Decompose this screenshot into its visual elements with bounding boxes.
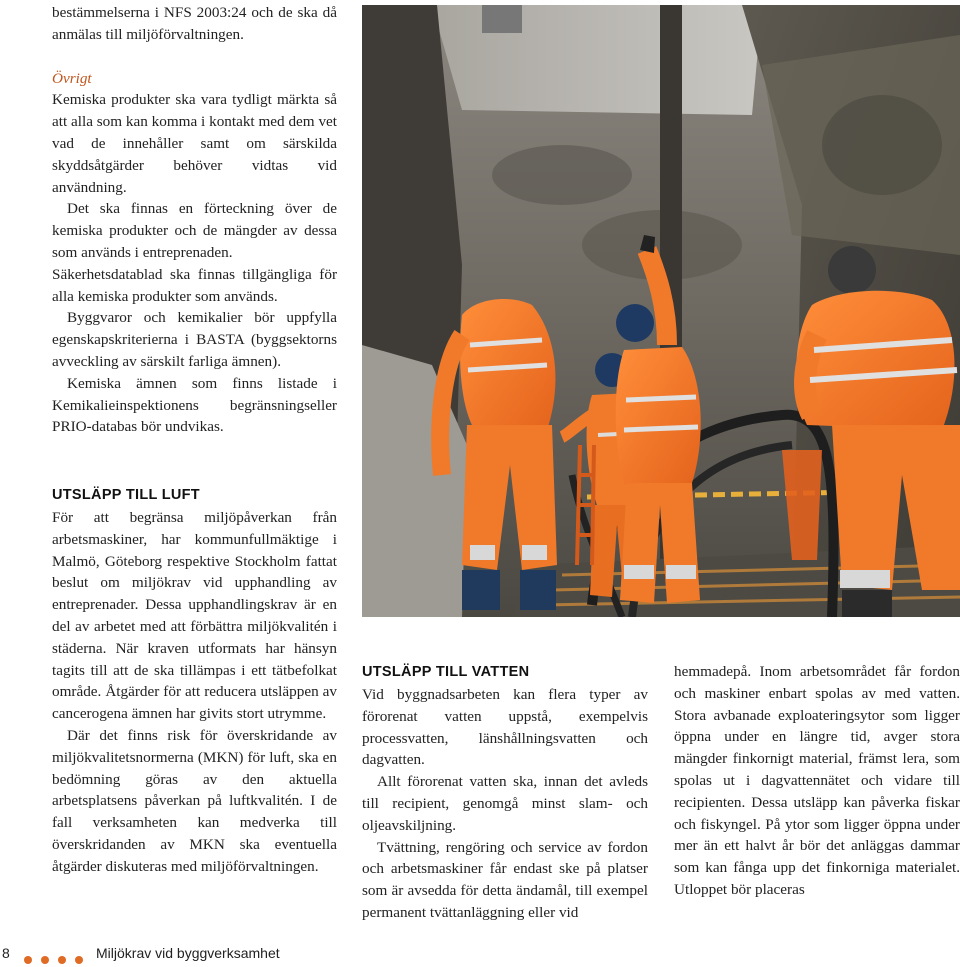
footer-dots [24,951,92,967]
footer-title: Miljökrav vid byggverksamhet [96,945,280,961]
bullet-dot-icon [58,956,66,964]
left-column-top [52,2,337,438]
section-utslapp-vatten [362,661,648,924]
paragraph: Byggvaror och kemikalier bör uppfylla egenskapskriterierna i BASTA (byggsektorns avveckling av särskilt farliga ämnen). [52,309,337,370]
paragraph: Kemiska produkter ska vara tydligt märkta så att alla som kan komma i kontakt med dem vet vad de innehåller samt om särskilda skyddsåtgärder behöver vidtas vid användning. [52,91,337,196]
subheading-ovrigt: Övrigt [52,69,92,87]
paragraph-continued: hemmadepå. Inom arbetsområdet får fordon och maskiner enbart spolas av med vatten. Stora avbanade exploateringsytor som ligger öppna under en längre tid, avger stora mängder finkornigt material, främst lera, som spolas ut i dagvattennätet och vidare till recipienten. Dessa utsläpp kan påverka fiskar och fiskyngel. På ytor som ligger öppna under mer än ett halvt år bör det anläggas dammar som kan fånga upp det finkorniga materialet. Utloppet bör placeras [674,663,960,898]
bullet-dot-icon [41,956,49,964]
page-number: 8 [2,945,10,961]
page-footer [0,943,960,964]
paragraph: Där det finns risk för överskridande av miljökvalitetsnormerna (MKN) för luft, ska en bedömning göras av den aktuella arbetsplatsens påverkan på luftkvalitén. I de fall verksamheten kan medverka till överskridanden av MKN ska eventuella åtgärder diskuteras med miljöförvaltningen. [52,726,337,875]
section-heading-vatten: UTSLÄPP TILL VATTEN [362,664,530,680]
section-utslapp-luft [52,484,337,878]
paragraph: Allt förorenat vatten ska, innan det avleds till recipient, genomgå minst slam- och oljeavskiljning. [362,773,648,834]
right-column [674,661,960,901]
bullet-dot-icon [24,956,32,964]
bullet-dot-icon [75,956,83,964]
paragraph: För att begränsa miljöpåverkan från arbetsmaskiner, har kommunfullmäktige i Malmö, Göteborg respektive Stockholm fattat beslut om miljökrav vid upphandling av entreprenader. Dessa upphandlingskrav är en del av arbetet med att förbättra miljökvalitén i städerna. När kraven utformats har hänsyn tagits till att de ska tillämpas i ett tätbefolkat område. Åtgärder för att reducera utsläppen av cancerogena ämnen har givits stort utrymme. [52,509,337,723]
paragraph: Kemiska ämnen som finns listade i Kemikalieinspektionens begränsningseller PRIO-databas bör undvikas. [52,374,337,436]
paragraph: Vid byggnadsarbeten kan flera typer av förorenat vatten uppstå, exempelvis processvatten, länshållningsvatten och dagvatten. [362,686,648,769]
section-heading-luft: UTSLÄPP TILL LUFT [52,487,200,503]
construction-workers-photo [362,5,960,617]
paragraph: Det ska finnas en förteckning över de kemiska produkter och de mängder av dessa som används i entreprenaden. [52,200,337,261]
paragraph: Tvättning, rengöring och service av fordon och arbetsmaskiner får endast ske på platser som är avsedda för detta ändamål, till exempel permanent tvättanläggning eller vid [362,838,648,921]
paragraph-continued: bestämmelserna i NFS 2003:24 och de ska då anmälas till miljöförvaltningen. [52,4,337,43]
paragraph: Säkerhetsdatablad ska finnas tillgängliga för alla kemiska produkter som används. [52,265,337,305]
